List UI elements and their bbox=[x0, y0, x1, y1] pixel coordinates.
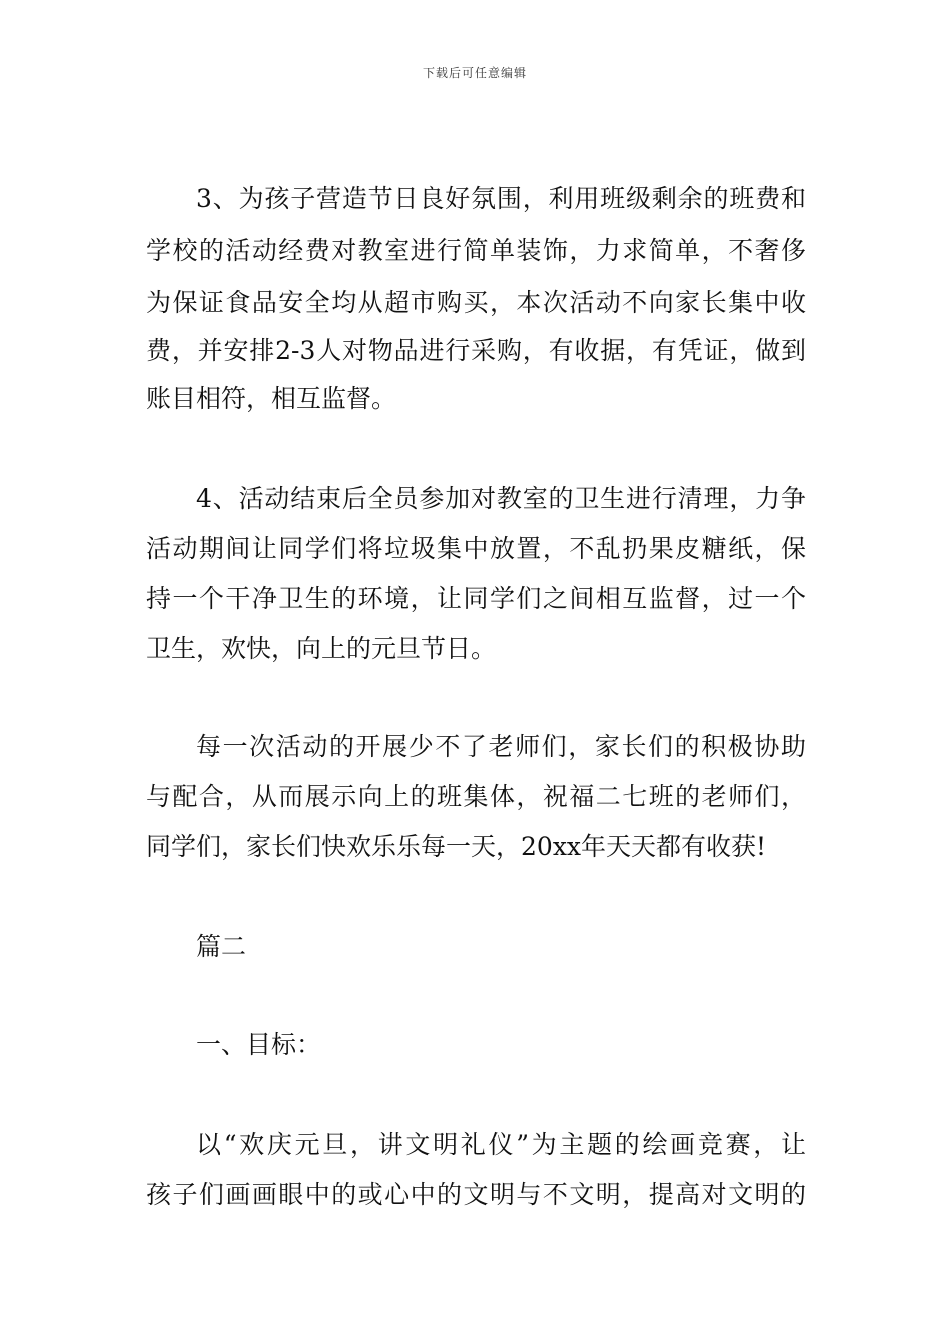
paragraph-1-line-5: 账目相符，相互监督。 bbox=[146, 384, 397, 413]
paragraph-2-line-4: 卫生，欢快，向上的元旦节日。 bbox=[146, 634, 497, 663]
paragraph-1-line-4: 费，并安排2-3人对物品进行采购，有收据，有凭证，做到 bbox=[146, 336, 806, 365]
page-header: 下载后可任意编辑 bbox=[422, 66, 527, 80]
paragraph-3-line-1: 每一次活动的开展少不了老师们，家长们的积极协助 bbox=[196, 732, 806, 761]
paragraph-2-line-2: 活动期间让同学们将垃圾集中放置，不乱扔果皮糖纸，保 bbox=[146, 534, 806, 563]
paragraph-1-line-3: 为保证食品安全均从超市购买，本次活动不向家长集中收 bbox=[146, 288, 806, 317]
paragraph-1-line-1: 3、为孩子营造节日良好氛围，利用班级剩余的班费和 bbox=[196, 184, 806, 213]
paragraph-1-line-2: 学校的活动经费对教室进行简单装饰，力求简单，不奢侈 bbox=[146, 236, 806, 265]
paragraph-2-line-3: 持一个干净卫生的环境，让同学们之间相互监督，过一个 bbox=[146, 584, 806, 613]
paragraph-2-line-1: 4、活动结束后全员参加对教室的卫生进行清理，力争 bbox=[196, 484, 806, 513]
subheading-goal: 一、目标： bbox=[196, 1030, 322, 1059]
paragraph-6-line-1: 以“欢庆元旦，讲文明礼仪”为主题的绘画竞赛，让 bbox=[196, 1130, 806, 1159]
paragraph-6-line-2: 孩子们画画眼中的或心中的文明与不文明，提高对文明的 bbox=[146, 1180, 806, 1209]
paragraph-3-line-2: 与配合，从而展示向上的班集体，祝福二七班的老师们， bbox=[146, 782, 806, 811]
section-title: 篇二 bbox=[196, 932, 247, 961]
paragraph-3-line-3: 同学们，家长们快欢乐乐每一天，20xx年天天都有收获! bbox=[146, 832, 767, 861]
